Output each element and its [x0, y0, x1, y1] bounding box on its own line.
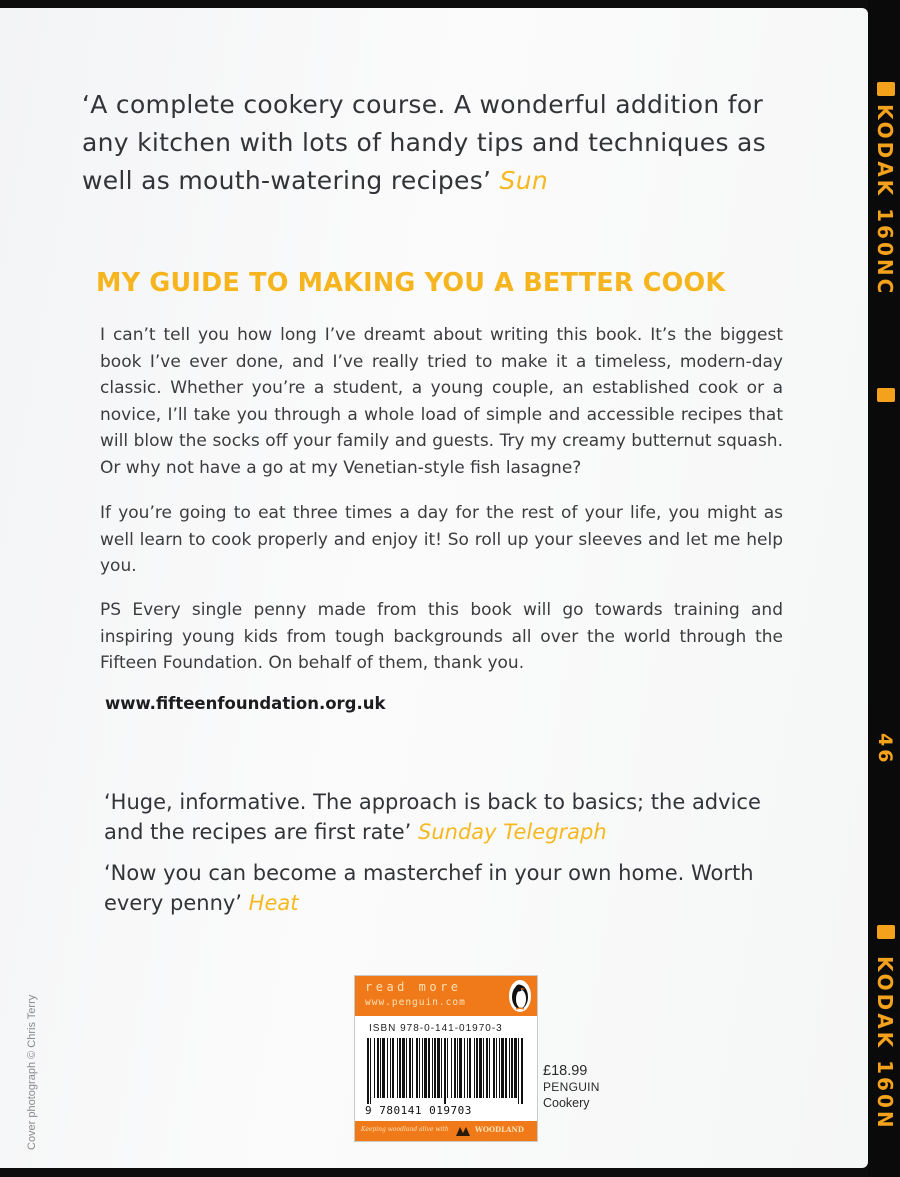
woodland-trust-logo-icon — [455, 1125, 471, 1137]
barcode-bar — [419, 1038, 420, 1098]
quote-source: Heat — [248, 891, 299, 915]
barcode-bar — [514, 1038, 517, 1098]
barcode-bar — [397, 1038, 398, 1098]
barcode-bar — [509, 1038, 510, 1098]
barcode-bar — [489, 1038, 490, 1098]
film-frame-number: 46 — [874, 733, 896, 766]
quote-source: Sunday Telegraph — [418, 820, 607, 844]
barcode-bar — [459, 1038, 462, 1098]
review-quote-heat — [104, 858, 804, 918]
barcode-bar — [367, 1038, 369, 1104]
barcode-bar — [447, 1038, 448, 1098]
barcode-bar — [416, 1038, 418, 1098]
penguin-logo-icon — [509, 980, 531, 1012]
description-paragraph-2: If you’re going to eat three times a day for the rest of your life, you might as well learn to cook properly and enjoy it! So roll up your sleeves and let me help you. — [100, 503, 783, 576]
price: £18.99 — [543, 1063, 588, 1079]
review-quote-sunday-telegraph — [104, 787, 804, 847]
barcode-digits: 9 780141 019703 — [365, 1104, 472, 1117]
woodland-label: WOODLAND — [475, 1125, 524, 1134]
barcode-bars — [367, 1038, 525, 1104]
barcode-bar — [406, 1038, 407, 1098]
barcode-bar — [474, 1038, 475, 1098]
film-text-bottom: KODAK 160N — [873, 956, 897, 1131]
barcode-bar — [370, 1038, 371, 1104]
barcode-bar — [476, 1038, 478, 1098]
review-quote-sun — [82, 86, 802, 200]
barcode-bar — [505, 1038, 507, 1098]
barcode-bar — [464, 1038, 465, 1098]
barcode-bar — [424, 1038, 427, 1098]
barcode-bar — [441, 1038, 442, 1098]
barcode-bar — [501, 1038, 504, 1098]
barcode-bar — [454, 1038, 456, 1098]
barcode-bar — [434, 1038, 436, 1098]
film-text-top: KODAK 160NC — [873, 104, 897, 297]
barcode-bar — [499, 1038, 500, 1098]
barcode-bar — [479, 1038, 482, 1098]
barcode-bar — [392, 1038, 394, 1098]
barcode-bar — [444, 1038, 446, 1104]
barcode-bar — [387, 1038, 388, 1098]
barcode-bar — [412, 1038, 413, 1098]
category: Cookery — [543, 1096, 590, 1110]
barcode-panel — [354, 975, 538, 1142]
description-paragraph-3: PS Every single penny made from this book will go towards training and inspiring young kids from tough backgrounds all over the world through the Fifteen Foundation. On behalf of them, thank you. — [100, 600, 783, 673]
barcode-bar — [377, 1038, 379, 1098]
read-more-label: read more — [365, 980, 462, 994]
barcode-bar — [493, 1038, 495, 1098]
barcode-bar — [496, 1038, 497, 1098]
foundation-website: www.fifteenfoundation.org.uk — [105, 694, 386, 713]
barcode-bar — [374, 1038, 375, 1098]
barcode-bar — [428, 1038, 430, 1098]
photo-credit: Cover photograph © Chris Terry — [26, 994, 38, 1150]
barcode-bar — [457, 1038, 458, 1098]
barcode-bar — [382, 1038, 385, 1098]
barcode-bar — [399, 1038, 401, 1098]
barcode-bar — [483, 1038, 484, 1098]
description-paragraph-1: I can’t tell you how long I’ve dreamt about writing this book. It’s the biggest book I’ve ever done, and I’ve really tried to make it a timeless, modern-day classic. Whether you’re a student, a young couple, an established cook or a novice, I’ll take you through a whole load of simple and accessible recipes that will blow the socks off your family and guests. Try my creamy butternut squash. Or why not have a go at my Venetian-style fish lasagne? — [100, 325, 783, 478]
barcode-bar — [486, 1038, 488, 1098]
film-mark-top — [877, 82, 895, 96]
barcode-bar — [390, 1038, 391, 1098]
barcode-bar — [402, 1038, 405, 1098]
quote-text: ‘Now you can become a masterchef in your own home. Worth every penny’ — [104, 861, 754, 915]
barcode-bar — [380, 1038, 381, 1098]
publisher: PENGUIN — [543, 1080, 600, 1094]
isbn-label: ISBN 978-0-141-01970-3 — [369, 1023, 503, 1034]
section-heading: MY GUIDE TO MAKING YOU A BETTER COOK — [96, 268, 726, 298]
barcode-bar — [451, 1038, 452, 1098]
woodland-tagline: Keeping woodland alive with — [361, 1126, 449, 1133]
penguin-read-more-band — [355, 976, 537, 1016]
barcode-bar — [432, 1038, 433, 1098]
quote-text: ‘A complete cookery course. A wonderful addition for any kitchen with lots of handy tips and techniques as well as mouth-watering recipes’ — [82, 90, 767, 195]
barcode-bar — [511, 1038, 513, 1098]
barcode-bar — [467, 1038, 468, 1098]
barcode-bar — [469, 1038, 471, 1098]
woodland-trust-band — [355, 1121, 537, 1141]
barcode-bar — [409, 1038, 411, 1098]
barcode-bar — [437, 1038, 440, 1098]
quote-text: ‘Huge, informative. The approach is back to basics; the advice and the recipes are first rate’ — [104, 790, 761, 844]
barcode-bar — [521, 1038, 523, 1104]
film-mark-middle — [877, 388, 895, 402]
film-mark-bottom — [877, 925, 895, 939]
penguin-url: www.penguin.com — [365, 997, 466, 1008]
price-info — [543, 1062, 600, 1111]
quote-source: Sun — [499, 166, 548, 195]
barcode-bar — [518, 1038, 519, 1104]
barcode-bar — [422, 1038, 423, 1098]
